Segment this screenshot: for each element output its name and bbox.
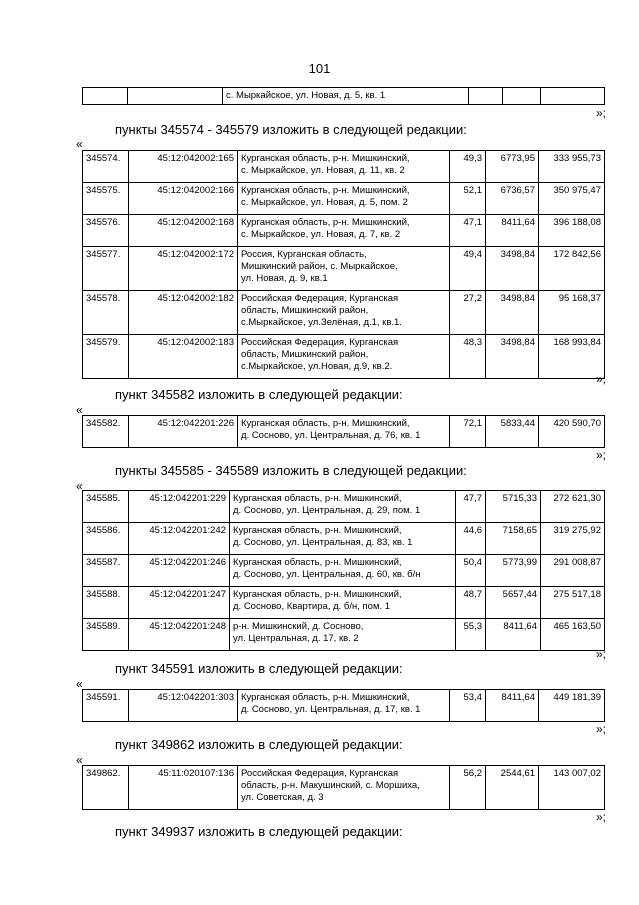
opening-quote: «	[76, 479, 83, 493]
closing-quote: »;	[596, 810, 607, 824]
table-row: 349862. 45:11:020107:136 Российская Федерация, Курганская область, р-н. Макушинский, с. Моршиха, ул. Советская, д. 3 56,2 2544,61 143 007,02	[83, 766, 605, 810]
table-row: 345582. 45:12:042201:226 Курганская область, р-н. Мишкинский, д. Сосново, ул. Центральная, д. 76, кв. 1 72,1 5833,44 420 590,70	[83, 416, 605, 448]
closing-quote: »;	[596, 372, 607, 386]
amendment-instruction: пункты 345574 - 345579 изложить в следующей редакции:	[115, 122, 467, 137]
records-table	[82, 765, 605, 810]
amendment-instruction: пункт 349937 изложить в следующей редакции:	[115, 824, 403, 839]
records-table	[82, 150, 605, 379]
table-row: 345577. 45:12:042002:172 Россия, Курганская область, Мишкинский район, с. Мыркайское, ул. Новая, д. 9, кв.1 49,4 3498,84 172 842,56	[83, 247, 605, 291]
opening-quote: «	[76, 403, 83, 417]
opening-quote: «	[76, 753, 83, 767]
amendment-instruction: пункт 345591 изложить в следующей редакции:	[115, 661, 403, 676]
table-row: 345576. 45:12:042002:168 Курганская область, р-н. Мишкинский, с. Мыркайское, ул. Новая, д. 7, кв. 2 47,1 8411,64 396 188,08	[83, 215, 605, 247]
table-row: 345588. 45:12:042201:247 Курганская область, р-н. Мишкинский, д. Сосново, Квартира, д. б/н, пом. 1 48,7 5657,44 275 517,18	[83, 587, 605, 619]
table-row: 345591. 45:12:042201:303 Курганская область, р-н. Мишкинский, д. Сосново, ул. Центральная, д. 17, кв. 1 53,4 8411,64 449 181,39	[83, 690, 605, 722]
table-row: 345579. 45:12:042002:183 Российская Федерация, Курганская область, Мишкинский район, с.Мыркайское, ул.Новая, д.9, кв.2. 48,3 3498,84 168 993,84	[83, 335, 605, 379]
amendment-instruction: пункты 345585 - 345589 изложить в следующей редакции:	[115, 463, 467, 478]
records-table	[82, 490, 605, 651]
address-cell: с. Мыркайское, ул. Новая, д. 5, кв. 1	[223, 88, 469, 105]
records-table	[82, 415, 605, 448]
table-row: 345578. 45:12:042002:182 Российская Федерация, Курганская область, Мишкинский район, с.Мыркайское, ул.Зелёная, д.1, кв.1. 27,2 3498,84 95 168,37	[83, 291, 605, 335]
opening-quote: «	[76, 677, 83, 691]
table-row	[83, 88, 605, 105]
records-table	[82, 689, 605, 722]
table-row: 345575. 45:12:042002:166 Курганская область, р-н. Мишкинский, с. Мыркайское, ул. Новая, д. 5, пом. 2 52,1 6736,57 350 975,47	[83, 183, 605, 215]
opening-quote: «	[76, 137, 83, 151]
table-row: 345586. 45:12:042201:242 Курганская область, р-н. Мишкинский, д. Сосново, ул. Центральная, д. 83, кв. 1 44,6 7158,65 319 275,92	[83, 523, 605, 555]
closing-quote: »;	[596, 106, 607, 120]
table-row: 345574. 45:12:042002:165 Курганская область, р-н. Мишкинский, с. Мыркайское, ул. Новая, д. 11, кв. 2 49,3 6773,95 333 955,73	[83, 151, 605, 183]
table-row: 345585. 45:12:042201:229 Курганская область, р-н. Мишкинский, д. Сосново, ул. Центральная, д. 29, пом. 1 47,7 5715,33 272 621,30	[83, 491, 605, 523]
closing-quote: »;	[596, 647, 607, 661]
page-number: 101	[308, 61, 331, 76]
closing-quote: »;	[596, 448, 607, 462]
closing-quote: »;	[596, 722, 607, 736]
table-row: 345589. 45:12:042201:248 р-н. Мишкинский, д. Сосново, ул. Центральная, д. 17, кв. 2 55,3 8411,64 465 163,50	[83, 619, 605, 651]
amendment-instruction: пункт 349862 изложить в следующей редакции:	[115, 737, 403, 752]
table-row: 345587. 45:12:042201:246 Курганская область, р-н. Мишкинский, д. Сосново, ул. Центральная, д. 60, кв. б/н 50,4 5773,99 291 008,87	[83, 555, 605, 587]
amendment-instruction: пункт 345582 изложить в следующей редакции:	[115, 387, 403, 402]
continued-table	[82, 87, 605, 105]
